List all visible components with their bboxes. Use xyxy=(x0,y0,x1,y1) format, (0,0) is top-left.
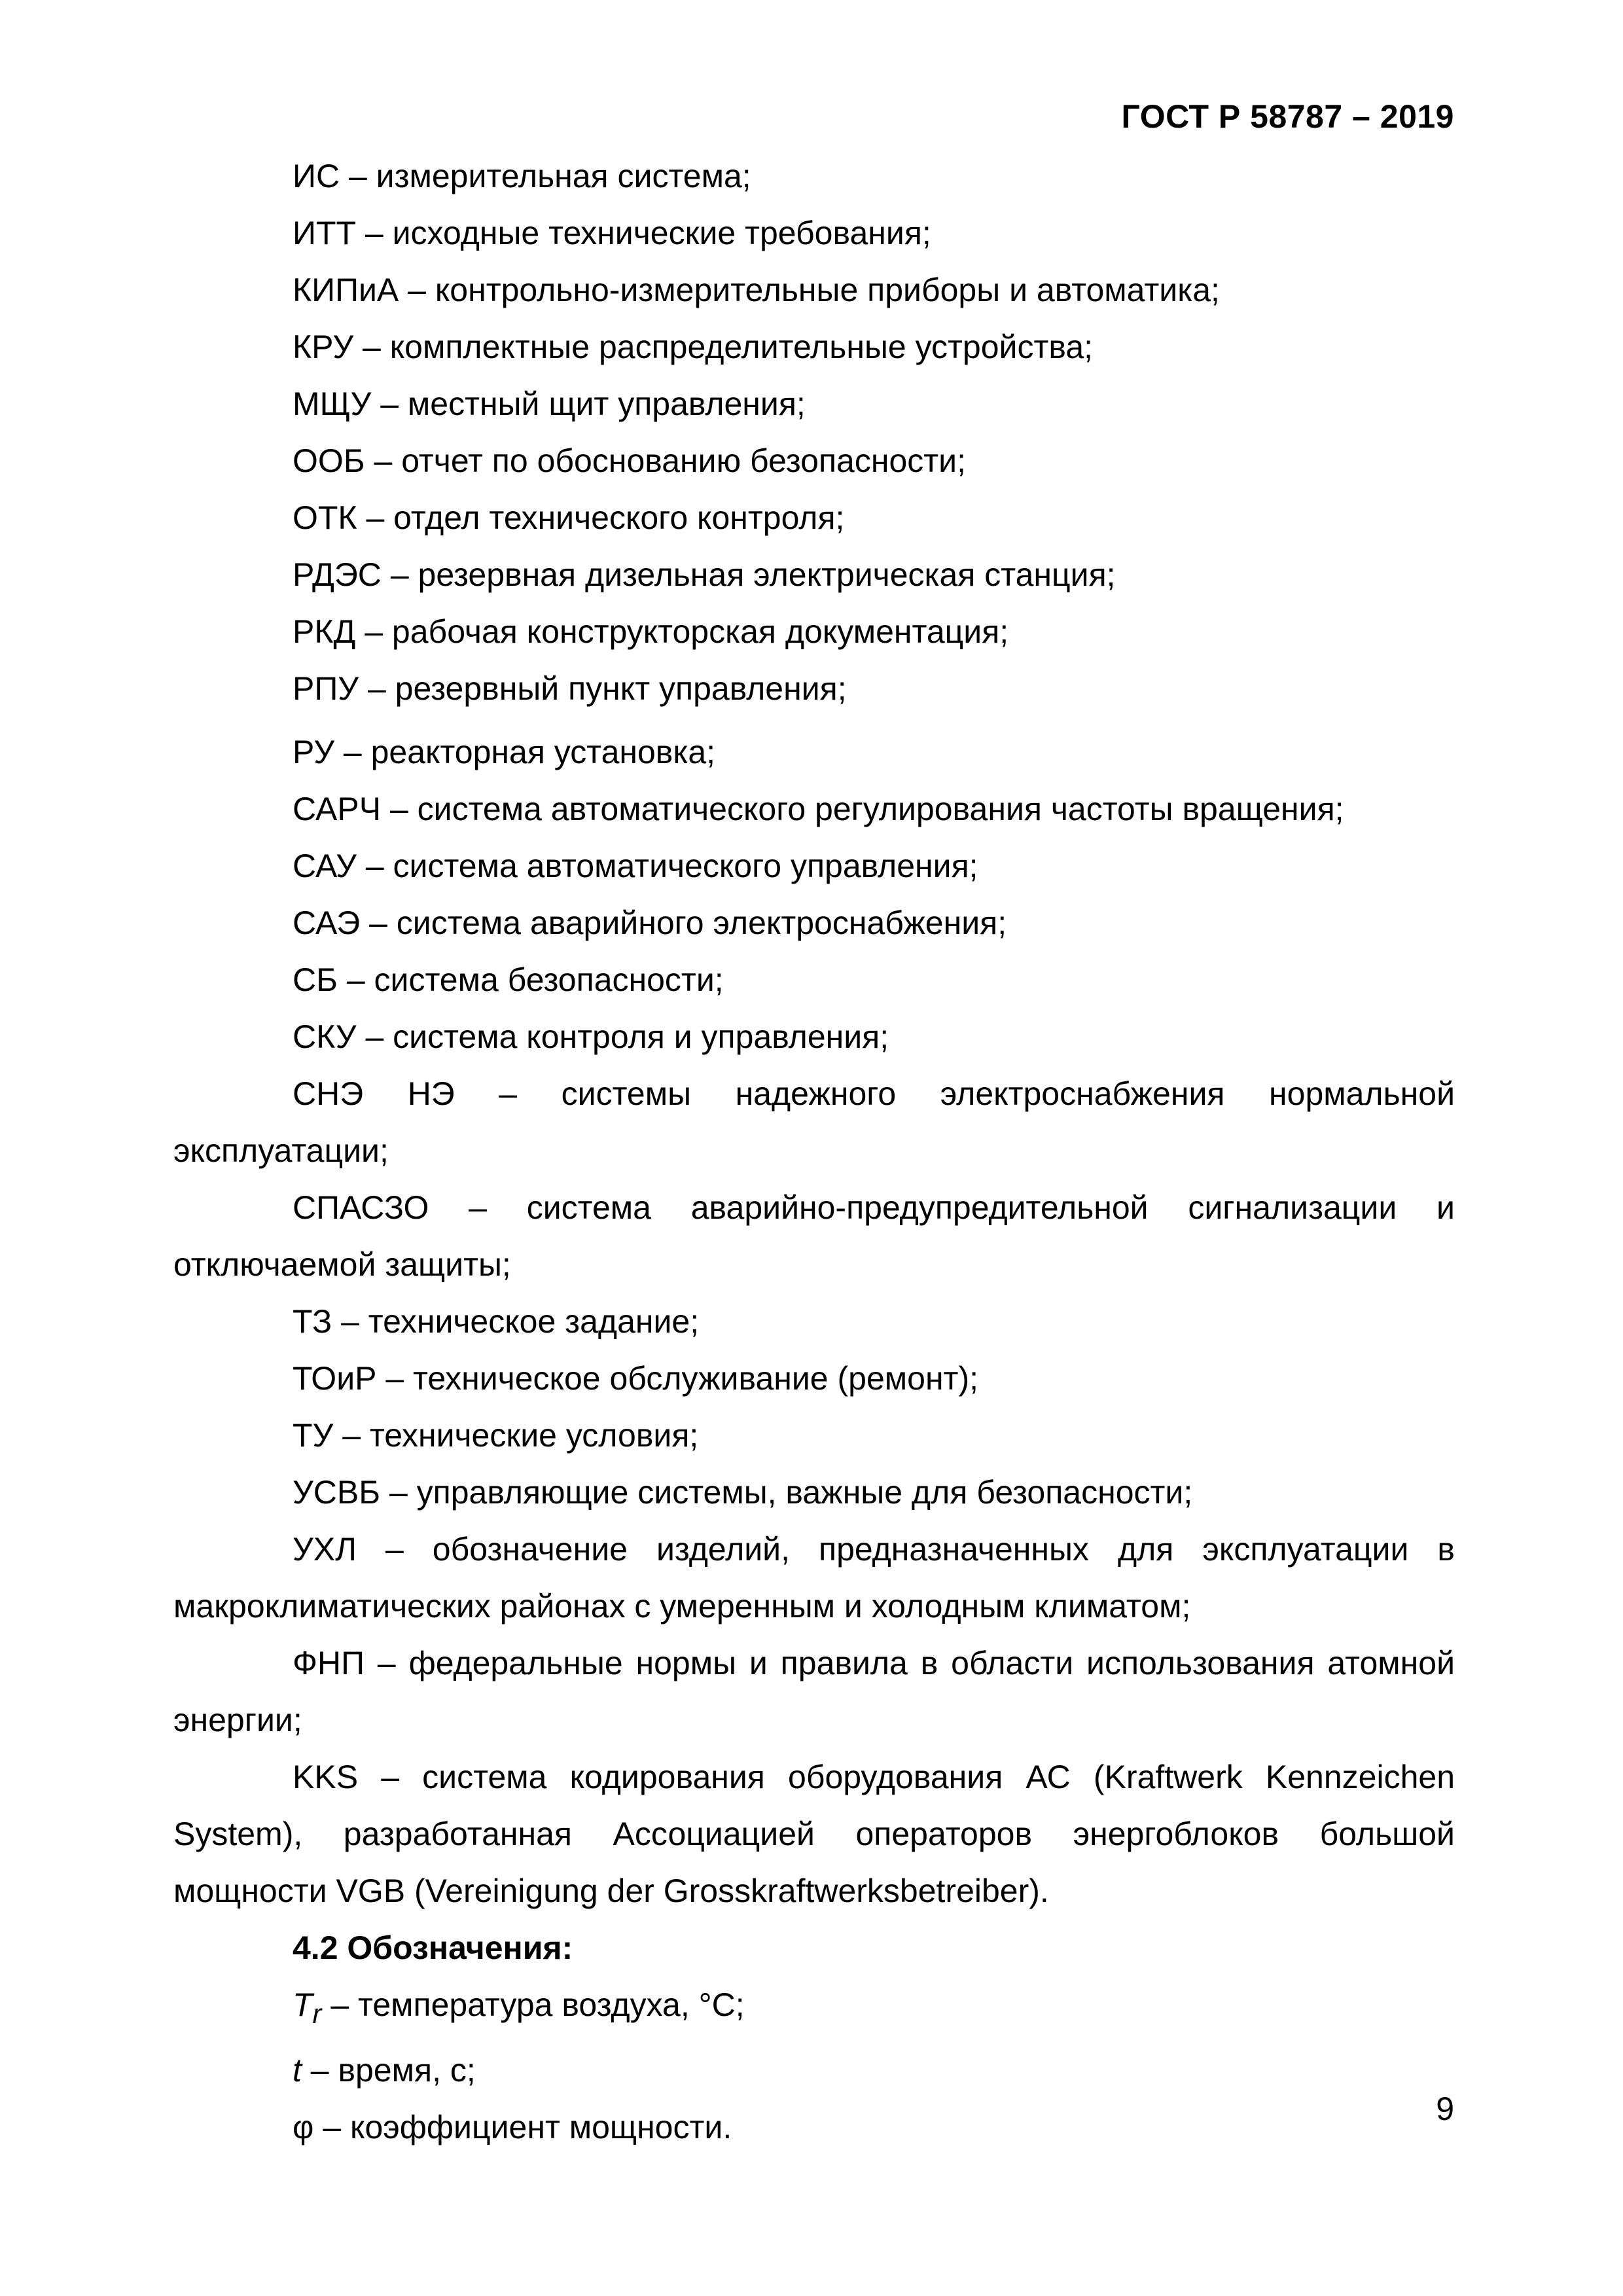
abbr-entry xyxy=(173,148,1455,205)
page-content xyxy=(173,148,1455,2156)
abbr-definition: – контрольно-измерительные приборы и автоматика; xyxy=(399,272,1220,308)
abbr-term: ООБ xyxy=(293,442,365,479)
abbr-entry xyxy=(173,1179,1455,1293)
abbr-definition: – система безопасности; xyxy=(337,961,724,998)
abbr-definition: – отдел технического контроля; xyxy=(357,499,845,536)
abbr-definition: – резервная дизельная электрическая станция; xyxy=(381,556,1116,593)
symbol-definition: – температура воздуха, °C; xyxy=(321,1986,745,2023)
abbr-entry xyxy=(173,262,1455,319)
abbr-entry xyxy=(173,603,1455,660)
abbr-term: САУ xyxy=(293,848,357,884)
abbr-term: САРЧ xyxy=(293,791,382,827)
abbr-definition: – комплектные распределительные устройства; xyxy=(353,329,1094,365)
abbr-entry xyxy=(173,433,1455,490)
abbr-definition: – техническое обслуживание (ремонт); xyxy=(376,1360,978,1397)
abbr-entry xyxy=(173,781,1455,838)
abbr-entry xyxy=(173,490,1455,547)
abbr-entry xyxy=(173,838,1455,895)
abbr-term: ТУ xyxy=(293,1417,334,1454)
abbr-definition: – управляющие системы, важные для безопасности; xyxy=(380,1474,1193,1511)
document-code: ГОСТ Р 58787 – 2019 xyxy=(1121,98,1454,135)
abbr-entry xyxy=(173,1407,1455,1464)
abbr-term: KKS xyxy=(293,1759,359,1795)
page-number: 9 xyxy=(1436,2090,1454,2127)
symbol-base: t xyxy=(293,2052,302,2089)
abbr-definition: – система автоматического управления; xyxy=(356,848,978,884)
abbr-term: РПУ xyxy=(293,670,359,707)
abbr-entry xyxy=(173,1350,1455,1407)
abbr-definition: – местный щит управления; xyxy=(371,386,806,422)
abbr-definition: – система аварийно-предупредительной сигнализации и отключаемой защиты; xyxy=(173,1189,1455,1283)
abbr-entry xyxy=(173,1521,1455,1635)
abbr-definition: – исходные технические требования; xyxy=(356,215,931,251)
abbr-term: ТОиР xyxy=(293,1360,377,1397)
section-heading: 4.2 Обозначения: xyxy=(293,1929,573,1966)
abbr-entry xyxy=(173,724,1455,781)
symbol-entry xyxy=(173,2042,1455,2099)
abbr-entry xyxy=(173,1066,1455,1179)
abbr-definition: – системы надежного электроснабжения нормальной эксплуатации; xyxy=(173,1075,1455,1169)
abbr-term: МЩУ xyxy=(293,386,372,422)
abbr-entry xyxy=(173,1293,1455,1350)
abbr-entry xyxy=(173,1635,1455,1749)
abbr-definition: – система кодирования оборудования АС (Kraftwerk Kennzeichen System), разработанная Ассоциацией операторов энергоблоков большой мощности VGB (Vereinigung der Grosskraftwerksbetreiber). xyxy=(173,1759,1455,1909)
abbr-definition: – техническое задание; xyxy=(332,1303,700,1340)
abbr-definition: – система аварийного электроснабжения; xyxy=(360,905,1007,941)
symbol-subscript: r xyxy=(312,1998,322,2029)
abbr-term: СБ xyxy=(293,961,338,998)
abbr-entry xyxy=(173,319,1455,376)
abbr-definition: – система автоматического регулирования частоты вращения; xyxy=(381,791,1344,827)
abbr-entry xyxy=(173,1749,1455,1920)
abbr-term: УСВБ xyxy=(293,1474,381,1511)
abbr-entry xyxy=(173,952,1455,1009)
symbol-definition: – коэффициент мощности. xyxy=(313,2109,732,2145)
abbr-term: УХЛ xyxy=(293,1531,357,1568)
abbr-definition: – отчет по обоснованию безопасности; xyxy=(365,442,966,479)
abbr-definition: – система контроля и управления; xyxy=(356,1018,889,1055)
abbr-entry xyxy=(173,376,1455,433)
symbol-definition: – время, с; xyxy=(301,2052,476,2089)
abbr-definition: – технические условия; xyxy=(333,1417,699,1454)
abbr-term: РУ xyxy=(293,734,335,770)
symbol-entry xyxy=(173,2099,1455,2156)
abbr-definition: – измерительная система; xyxy=(340,158,751,194)
symbol-entry xyxy=(173,1977,1455,2042)
abbr-definition: – реакторная установка; xyxy=(334,734,716,770)
abbr-term: СНЭ НЭ xyxy=(293,1075,455,1112)
abbr-definition: – федеральные нормы и правила в области использования атомной энергии; xyxy=(173,1645,1455,1738)
abbr-term: ТЗ xyxy=(293,1303,332,1340)
abbr-term: СКУ xyxy=(293,1018,357,1055)
abbr-term: РДЭС xyxy=(293,556,382,593)
abbr-entry xyxy=(173,1009,1455,1066)
abbr-term: САЭ xyxy=(293,905,361,941)
abbr-term: ИТТ xyxy=(293,215,357,251)
abbr-entry xyxy=(173,547,1455,603)
symbol-base: φ xyxy=(293,2109,314,2145)
abbr-term: ОТК xyxy=(293,499,357,536)
abbr-definition: – рабочая конструкторская документация; xyxy=(355,613,1009,650)
abbr-definition: – резервный пункт управления; xyxy=(359,670,847,707)
abbr-term: КИПиА xyxy=(293,272,399,308)
abbr-definition: – обозначение изделий, предназначенных для эксплуатации в макроклиматических районах с умеренным и холодным климатом; xyxy=(173,1531,1455,1624)
abbr-term: ФНП xyxy=(293,1645,365,1681)
abbr-entry xyxy=(173,1464,1455,1521)
abbr-term: СПАСЗО xyxy=(293,1189,429,1226)
abbr-term: КРУ xyxy=(293,329,354,365)
abbr-entry xyxy=(173,895,1455,952)
abbr-term: РКД xyxy=(293,613,356,650)
abbr-entry xyxy=(173,205,1455,262)
abbr-term: ИС xyxy=(293,158,340,194)
abbr-entry xyxy=(173,660,1455,717)
symbol-base: T xyxy=(293,1986,313,2023)
